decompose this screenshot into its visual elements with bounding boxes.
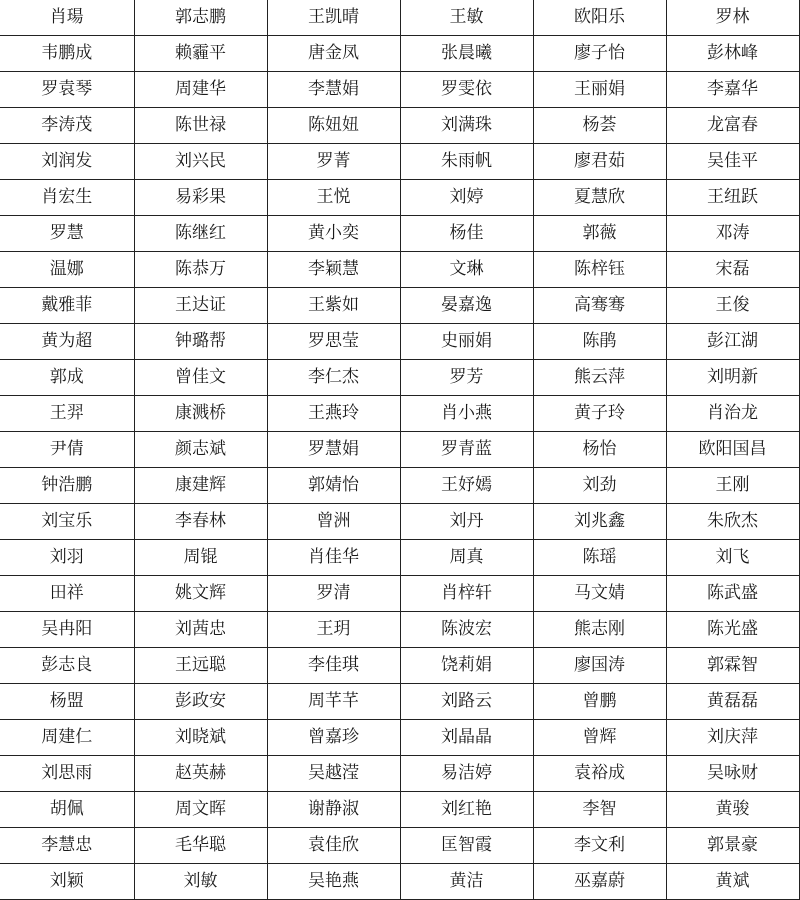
name-cell: 李文利 xyxy=(533,828,666,864)
table-row xyxy=(0,252,799,288)
name-cell: 黄斌 xyxy=(666,864,799,900)
table-row xyxy=(0,144,799,180)
name-cell: 李佳琪 xyxy=(267,648,400,684)
name-cell: 匡智霞 xyxy=(400,828,533,864)
name-cell: 欧阳国昌 xyxy=(666,432,799,468)
name-cell: 文琳 xyxy=(400,252,533,288)
name-cell: 杨荟 xyxy=(533,108,666,144)
name-cell: 王紫如 xyxy=(267,288,400,324)
table-row xyxy=(0,180,799,216)
name-cell: 袁裕成 xyxy=(533,756,666,792)
name-cell: 熊志刚 xyxy=(533,612,666,648)
name-cell: 刘颖 xyxy=(0,864,134,900)
name-cell: 宋磊 xyxy=(666,252,799,288)
name-cell: 陈妞妞 xyxy=(267,108,400,144)
name-cell: 刘晶晶 xyxy=(400,720,533,756)
name-cell: 王羿 xyxy=(0,396,134,432)
name-cell: 陈梓钰 xyxy=(533,252,666,288)
name-cell: 王敏 xyxy=(400,0,533,36)
name-cell: 罗思莹 xyxy=(267,324,400,360)
name-cell: 刘兆鑫 xyxy=(533,504,666,540)
name-cell: 欧阳乐 xyxy=(533,0,666,36)
name-cell: 王妤嫣 xyxy=(400,468,533,504)
table-row xyxy=(0,468,799,504)
name-cell: 刘兴民 xyxy=(134,144,267,180)
name-cell: 陈瑶 xyxy=(533,540,666,576)
name-cell: 赖霾平 xyxy=(134,36,267,72)
name-cell: 陈继红 xyxy=(134,216,267,252)
name-cell: 廖国涛 xyxy=(533,648,666,684)
name-cell: 肖宏生 xyxy=(0,180,134,216)
name-cell: 黄子玲 xyxy=(533,396,666,432)
name-cell: 晏嘉逸 xyxy=(400,288,533,324)
table-row xyxy=(0,648,799,684)
table-row xyxy=(0,792,799,828)
name-cell: 邓涛 xyxy=(666,216,799,252)
name-cell: 吴越滢 xyxy=(267,756,400,792)
table-row xyxy=(0,504,799,540)
name-cell: 罗雯依 xyxy=(400,72,533,108)
name-cell: 康建辉 xyxy=(134,468,267,504)
name-cell: 王俊 xyxy=(666,288,799,324)
name-cell: 王丽娟 xyxy=(533,72,666,108)
name-cell: 刘路云 xyxy=(400,684,533,720)
name-cell: 吴咏财 xyxy=(666,756,799,792)
table-row xyxy=(0,684,799,720)
name-cell: 罗林 xyxy=(666,0,799,36)
name-cell: 曾鹏 xyxy=(533,684,666,720)
name-cell: 史丽娟 xyxy=(400,324,533,360)
name-cell: 曾嘉珍 xyxy=(267,720,400,756)
name-cell: 王达证 xyxy=(134,288,267,324)
table-row xyxy=(0,540,799,576)
name-cell: 吴佳平 xyxy=(666,144,799,180)
name-cell: 尹倩 xyxy=(0,432,134,468)
table-row xyxy=(0,612,799,648)
name-cell: 李嘉华 xyxy=(666,72,799,108)
name-cell: 王凯晴 xyxy=(267,0,400,36)
name-cell: 刘丹 xyxy=(400,504,533,540)
name-cell: 罗青蓝 xyxy=(400,432,533,468)
name-cell: 温娜 xyxy=(0,252,134,288)
name-cell: 李慧忠 xyxy=(0,828,134,864)
name-cell: 陈波宏 xyxy=(400,612,533,648)
name-cell: 王燕玲 xyxy=(267,396,400,432)
name-cell: 王玥 xyxy=(267,612,400,648)
name-cell: 杨佳 xyxy=(400,216,533,252)
table-row xyxy=(0,576,799,612)
table-row xyxy=(0,828,799,864)
name-cell: 李慧娟 xyxy=(267,72,400,108)
name-cell: 刘宝乐 xyxy=(0,504,134,540)
name-cell: 陈光盛 xyxy=(666,612,799,648)
name-cell: 彭政安 xyxy=(134,684,267,720)
name-cell: 周建华 xyxy=(134,72,267,108)
name-cell: 毛华聪 xyxy=(134,828,267,864)
name-cell: 陈鹃 xyxy=(533,324,666,360)
name-cell: 王远聪 xyxy=(134,648,267,684)
name-cell: 刘红艳 xyxy=(400,792,533,828)
name-cell: 肖瑒 xyxy=(0,0,134,36)
name-cell: 李智 xyxy=(533,792,666,828)
name-cell: 杨怡 xyxy=(533,432,666,468)
name-cell: 刘飞 xyxy=(666,540,799,576)
table-row xyxy=(0,756,799,792)
name-cell: 黄洁 xyxy=(400,864,533,900)
name-cell: 胡佩 xyxy=(0,792,134,828)
table-row xyxy=(0,0,799,36)
table-row xyxy=(0,396,799,432)
name-cell: 廖君茹 xyxy=(533,144,666,180)
name-cell: 周锟 xyxy=(134,540,267,576)
name-cell: 黄磊磊 xyxy=(666,684,799,720)
name-cell: 朱欣杰 xyxy=(666,504,799,540)
name-cell: 谢静淑 xyxy=(267,792,400,828)
name-cell: 张晨曦 xyxy=(400,36,533,72)
name-cell: 周真 xyxy=(400,540,533,576)
name-cell: 颜志斌 xyxy=(134,432,267,468)
name-cell: 夏慧欣 xyxy=(533,180,666,216)
name-cell: 郭婧怡 xyxy=(267,468,400,504)
table-row xyxy=(0,72,799,108)
name-cell: 姚文辉 xyxy=(134,576,267,612)
name-cell: 刘敏 xyxy=(134,864,267,900)
name-cell: 李颖慧 xyxy=(267,252,400,288)
name-cell: 陈武盛 xyxy=(666,576,799,612)
name-cell: 刘满珠 xyxy=(400,108,533,144)
name-cell: 罗慧娟 xyxy=(267,432,400,468)
name-cell: 曾辉 xyxy=(533,720,666,756)
name-cell: 马文婧 xyxy=(533,576,666,612)
name-cell: 肖佳华 xyxy=(267,540,400,576)
name-cell: 肖治龙 xyxy=(666,396,799,432)
name-cell: 郭景豪 xyxy=(666,828,799,864)
name-cell: 郭志鹏 xyxy=(134,0,267,36)
name-cell: 周建仁 xyxy=(0,720,134,756)
name-cell: 刘润发 xyxy=(0,144,134,180)
table-row xyxy=(0,720,799,756)
name-cell: 罗袁琴 xyxy=(0,72,134,108)
name-cell: 王悦 xyxy=(267,180,400,216)
name-cell: 陈恭万 xyxy=(134,252,267,288)
name-cell: 刘羽 xyxy=(0,540,134,576)
name-cell: 刘婷 xyxy=(400,180,533,216)
name-cell: 康溅桥 xyxy=(134,396,267,432)
name-cell: 罗慧 xyxy=(0,216,134,252)
table-row xyxy=(0,864,799,900)
name-cell: 饶莉娟 xyxy=(400,648,533,684)
name-cell: 周芊芊 xyxy=(267,684,400,720)
name-cell: 高骞骞 xyxy=(533,288,666,324)
name-cell: 杨盟 xyxy=(0,684,134,720)
name-cell: 陈世禄 xyxy=(134,108,267,144)
name-cell: 李春林 xyxy=(134,504,267,540)
name-cell: 易洁婷 xyxy=(400,756,533,792)
name-cell: 曾佳文 xyxy=(134,360,267,396)
name-cell: 赵英赫 xyxy=(134,756,267,792)
table-row xyxy=(0,108,799,144)
name-cell: 巫嘉蔚 xyxy=(533,864,666,900)
name-cell: 黄骏 xyxy=(666,792,799,828)
name-cell: 吴艳燕 xyxy=(267,864,400,900)
name-cell: 罗清 xyxy=(267,576,400,612)
name-cell: 肖梓轩 xyxy=(400,576,533,612)
name-cell: 田祥 xyxy=(0,576,134,612)
name-cell: 吴冉阳 xyxy=(0,612,134,648)
name-cell: 熊云萍 xyxy=(533,360,666,396)
table-row xyxy=(0,288,799,324)
name-cell: 罗菁 xyxy=(267,144,400,180)
name-cell: 韦鹏成 xyxy=(0,36,134,72)
name-cell: 彭江湖 xyxy=(666,324,799,360)
name-cell: 肖小燕 xyxy=(400,396,533,432)
name-cell: 彭林峰 xyxy=(666,36,799,72)
name-cell: 钟浩鹏 xyxy=(0,468,134,504)
name-cell: 朱雨帆 xyxy=(400,144,533,180)
name-cell: 刘劲 xyxy=(533,468,666,504)
name-cell: 唐金凤 xyxy=(267,36,400,72)
name-cell: 戴雅菲 xyxy=(0,288,134,324)
table-row xyxy=(0,432,799,468)
name-cell: 刘庆萍 xyxy=(666,720,799,756)
name-cell: 罗芳 xyxy=(400,360,533,396)
name-cell: 黄小奕 xyxy=(267,216,400,252)
name-cell: 郭霖智 xyxy=(666,648,799,684)
name-cell: 李涛茂 xyxy=(0,108,134,144)
name-cell: 黄为超 xyxy=(0,324,134,360)
name-cell: 易彩果 xyxy=(134,180,267,216)
name-cell: 刘明新 xyxy=(666,360,799,396)
name-cell: 王纽跃 xyxy=(666,180,799,216)
name-cell: 王刚 xyxy=(666,468,799,504)
name-cell: 李仁杰 xyxy=(267,360,400,396)
table-row xyxy=(0,360,799,396)
name-cell: 廖子怡 xyxy=(533,36,666,72)
name-cell: 袁佳欣 xyxy=(267,828,400,864)
name-cell: 周文晖 xyxy=(134,792,267,828)
table-row xyxy=(0,216,799,252)
table-row xyxy=(0,36,799,72)
name-cell: 曾洲 xyxy=(267,504,400,540)
table-row xyxy=(0,324,799,360)
name-cell: 刘思雨 xyxy=(0,756,134,792)
name-cell: 龙富春 xyxy=(666,108,799,144)
name-cell: 刘晓斌 xyxy=(134,720,267,756)
name-cell: 刘茜忠 xyxy=(134,612,267,648)
name-cell: 钟璐帮 xyxy=(134,324,267,360)
name-cell: 郭成 xyxy=(0,360,134,396)
name-cell: 彭志良 xyxy=(0,648,134,684)
name-cell: 郭薇 xyxy=(533,216,666,252)
